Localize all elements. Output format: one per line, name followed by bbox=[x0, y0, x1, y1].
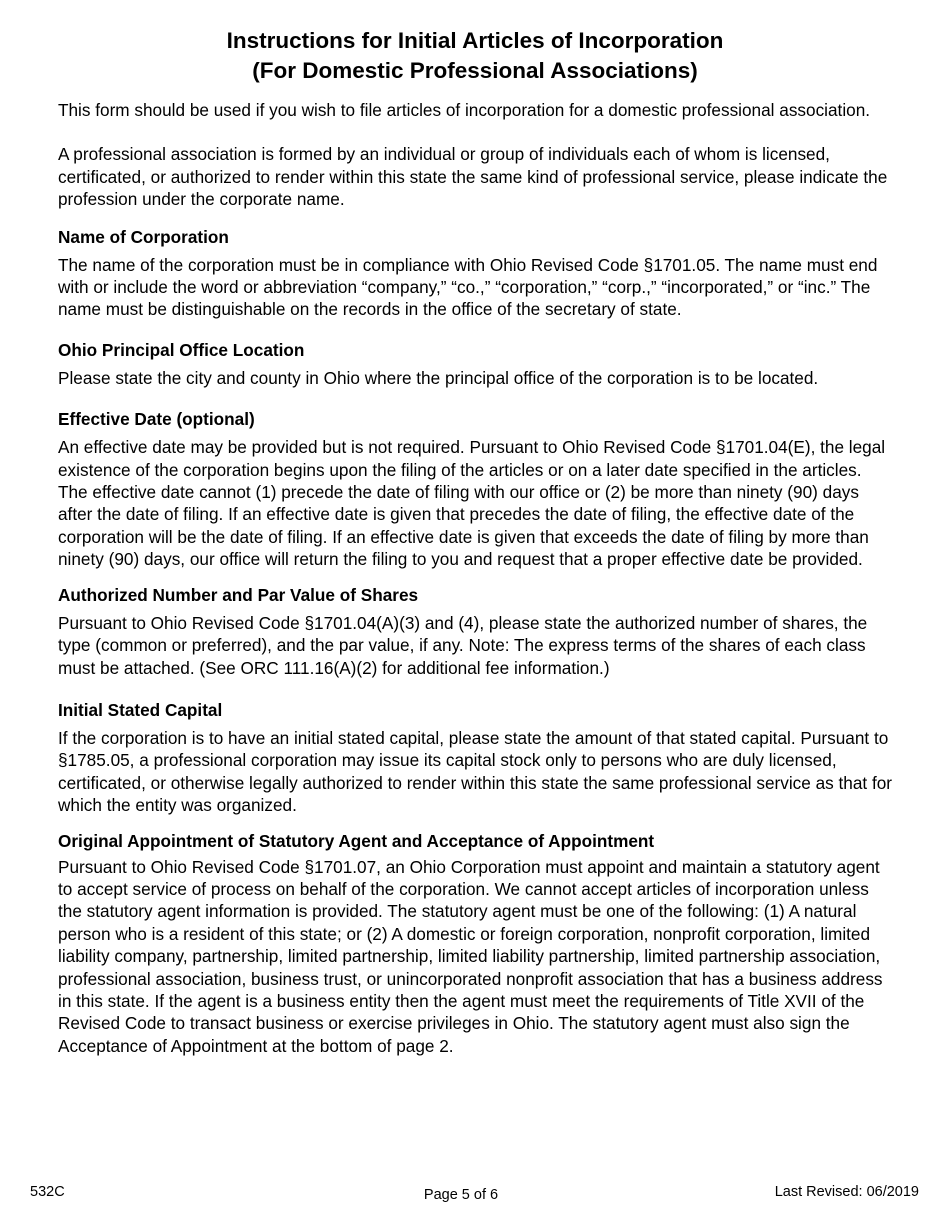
section-heading-name-of-corporation: Name of Corporation bbox=[58, 226, 229, 247]
section-heading-effective-date: Effective Date (optional) bbox=[58, 409, 255, 430]
title-line-2: (For Domestic Professional Associations) bbox=[252, 58, 698, 83]
section-body-authorized-shares: Pursuant to Ohio Revised Code §1701.04(A)(3) and (4), please state the authorized number of shares, the type (common or preferred), and the par value, if any. Note: The express terms of the shares of each class must be attached. (See ORC 111.16(A)(2) for additional fee information.) bbox=[58, 612, 868, 678]
section-heading-authorized-shares: Authorized Number and Par Value of Shares bbox=[58, 584, 419, 605]
title-line-1: Instructions for Initial Articles of Incorporation bbox=[226, 28, 724, 53]
intro-paragraph-1: This form should be used if you wish to file articles of incorporation for a domestic professional association. bbox=[58, 100, 871, 120]
section-body-effective-date: An effective date may be provided but is not required. Pursuant to Ohio Revised Code §1701.04(E), the legal existence of the corporation begins upon the filing of the articles or on a later date specified in the articles. The effective date cannot (1) precede the date of filing with our office or (2) be more than ninety (90) days after the date of filing. If an effective date is given that precedes the date of filing, the effective date of the corporation will be the date of filing. If an effective date is given that exceeds the date of filing by more than ninety (90) days, our office will return the filing to you and request that a proper effective date be provided. bbox=[58, 437, 886, 570]
section-heading-initial-stated-capital: Initial Stated Capital bbox=[58, 699, 223, 720]
section-body-principal-office: Please state the city and county in Ohio where the principal office of the corporation is to be located. bbox=[58, 367, 819, 388]
section-body-name-of-corporation: The name of the corporation must be in compliance with Ohio Revised Code §1701.05. The name must end with or include the word or abbreviation “company,” “co.,” “corporation,” “corp.,” “incorporated,” or “inc.” The name must be distinguishable on the records in the office of the secretary of state. bbox=[58, 254, 878, 320]
section-heading-statutory-agent: Original Appointment of Statutory Agent and Acceptance of Appointment bbox=[58, 830, 655, 851]
section-body-initial-stated-capital: If the corporation is to have an initial stated capital, please state the amount of that stated capital. Pursuant to §1785.05, a professional corporation may issue its capital stock only to persons who are duly licensed, certificated, or otherwise legally authorized to render within this state the same professional service as that for which the entity was organized. bbox=[58, 727, 893, 816]
document-page bbox=[58, 26, 892, 1057]
form-number: 532C bbox=[30, 1184, 65, 1200]
page-title bbox=[58, 26, 892, 86]
section-body-statutory-agent: Pursuant to Ohio Revised Code §1701.07, an Ohio Corporation must appoint and maintain a statutory agent to accept service of process on behalf of the corporation. We cannot accept articles of incorporation unless the statutory agent information is provided. The statutory agent must be one of the following: (1) A natural person who is a resident of this state; or (2) A domestic or foreign corporation, nonprofit corporation, limited liability company, partnership, limited partnership, limited liability partnership, limited partnership association, professional association, business trust, or unincorporated nonprofit association that has a business address in this state. If the agent is a business entity then the agent must meet the requirements of Title XVII of the Revised Code to transact business or exercise privileges in Ohio. The statutory agent must also sign the Acceptance of Appointment at the bottom of page 2. bbox=[58, 856, 883, 1056]
intro-paragraph-2: A professional association is formed by an individual or group of individuals each of whom is licensed, certificated, or authorized to render within this state the same kind of professional service, please indicate the profession under the corporate name. bbox=[58, 144, 888, 210]
last-revised-date: Last Revised: 06/2019 bbox=[774, 1184, 919, 1200]
page-indicator: Page 5 of 6 bbox=[423, 1187, 499, 1203]
section-heading-principal-office: Ohio Principal Office Location bbox=[58, 339, 305, 360]
